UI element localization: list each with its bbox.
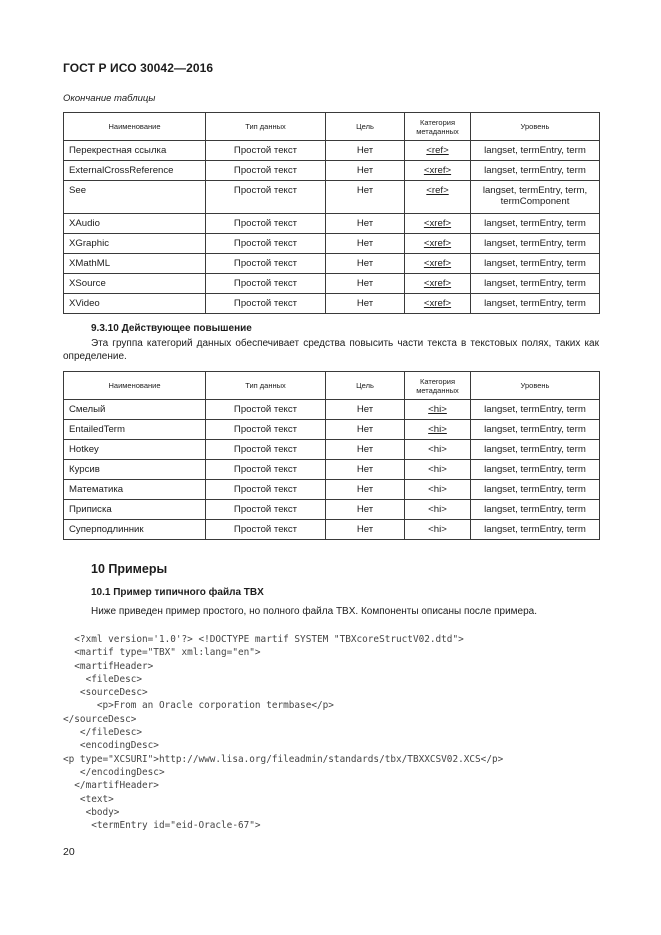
code-line: <?xml version='1.0'?> <!DOCTYPE martif SYSTEM "TBXcoreStructV02.dtd"> (63, 634, 464, 645)
table-row (64, 480, 600, 500)
cell-data-type (206, 141, 326, 161)
table-row (64, 500, 600, 520)
cell-purpose (326, 214, 405, 234)
table-row (64, 214, 600, 234)
cell-name (64, 234, 206, 254)
code-line: <martifHeader> (63, 660, 154, 672)
column-header: Тип данных (206, 372, 326, 400)
cell-level (471, 500, 600, 520)
cell-data-type-text: Простой текст (233, 238, 298, 249)
data-category-table-2 (63, 371, 600, 540)
cell-level (471, 460, 600, 480)
cell-level-text: langset, termEntry, term (484, 145, 586, 156)
column-header: Цель (326, 113, 405, 141)
table-row (64, 254, 600, 274)
cell-purpose-text: Нет (356, 464, 374, 475)
data-category-table-1 (63, 112, 600, 314)
cell-name-text: Приписка (69, 504, 112, 515)
document-header: ГОСТ Р ИСО 30042—2016 (63, 61, 214, 75)
cell-data-type-text: Простой текст (233, 484, 298, 495)
cell-purpose-text: Нет (356, 298, 374, 309)
cell-category-text: <xref> (423, 298, 452, 309)
cell-data-type (206, 480, 326, 500)
section-intro: Ниже приведен пример простого, но полного файла TBX. Компоненты описаны после примера. (91, 606, 538, 617)
table-body (64, 141, 600, 314)
cell-name-text: Суперподлинник (69, 524, 144, 535)
cell-purpose-text: Нет (356, 524, 374, 535)
cell-category-text: <hi> (428, 424, 447, 435)
code-line: <termEntry id="eid-Oracle-67"> (63, 820, 261, 832)
cell-level (471, 161, 600, 181)
cell-category (405, 480, 471, 500)
cell-name-text: XMathML (69, 258, 111, 269)
cell-purpose-text: Нет (356, 278, 374, 289)
cell-data-type-text: Простой текст (233, 218, 298, 229)
cell-level-text: langset, termEntry, term (484, 524, 586, 535)
cell-category (405, 520, 471, 540)
cell-level-text: langset, termEntry, term (484, 404, 586, 415)
cell-category (405, 234, 471, 254)
cell-purpose (326, 520, 405, 540)
cell-level (471, 520, 600, 540)
cell-data-type (206, 460, 326, 480)
column-header: Наименование (64, 372, 206, 400)
cell-name-text: XVideo (69, 298, 100, 309)
cell-level-text: langset, termEntry, term (484, 484, 586, 495)
cell-data-type (206, 440, 326, 460)
cell-category (405, 400, 471, 420)
table-header-row (64, 113, 600, 141)
cell-name (64, 181, 206, 214)
cell-category-text: <hi> (428, 524, 447, 535)
code-line: <body> (63, 806, 120, 818)
table-row (64, 460, 600, 480)
column-header: Категория метаданных (405, 372, 471, 400)
cell-data-type (206, 181, 326, 214)
column-header: Наименование (64, 113, 206, 141)
table-row (64, 520, 600, 540)
cell-category-text: <hi> (428, 504, 447, 515)
cell-data-type (206, 254, 326, 274)
cell-name-text: Математика (69, 484, 124, 495)
code-line: <encodingDesc> (63, 740, 159, 752)
cell-purpose (326, 420, 405, 440)
cell-name (64, 520, 206, 540)
cell-name-text: Курсив (69, 464, 100, 475)
cell-data-type-text: Простой текст (233, 524, 298, 535)
cell-name (64, 294, 206, 314)
cell-purpose (326, 161, 405, 181)
code-line: </martifHeader> (63, 780, 159, 792)
cell-level-text: langset, termEntry, term (484, 464, 586, 475)
cell-category-text: <hi> (428, 444, 447, 455)
cell-purpose-text: Нет (356, 218, 374, 229)
code-line: </sourceDesc> (63, 713, 137, 725)
cell-purpose-text: Нет (356, 185, 374, 196)
cell-purpose (326, 440, 405, 460)
cell-level-text: langset, termEntry, term (484, 504, 586, 515)
table-row (64, 181, 600, 214)
cell-level-text: langset, termEntry, term (484, 218, 586, 229)
table-row (64, 274, 600, 294)
cell-name-text: EntailedTerm (69, 424, 125, 435)
cell-name (64, 274, 206, 294)
cell-data-type (206, 520, 326, 540)
cell-category (405, 294, 471, 314)
cell-category (405, 214, 471, 234)
cell-data-type-text: Простой текст (233, 298, 298, 309)
code-line: <martif type="TBX" xml:lang="en"> (63, 647, 261, 659)
cell-category (405, 500, 471, 520)
cell-category (405, 440, 471, 460)
cell-data-type (206, 274, 326, 294)
cell-purpose-text: Нет (356, 484, 374, 495)
cell-data-type-text: Простой текст (233, 424, 298, 435)
cell-category (405, 420, 471, 440)
table-row (64, 234, 600, 254)
cell-name-text: XAudio (69, 218, 100, 229)
cell-name-text: See (69, 185, 87, 196)
cell-level (471, 480, 600, 500)
cell-level-text: langset, termEntry, term (484, 165, 586, 176)
cell-category (405, 274, 471, 294)
cell-purpose-text: Нет (356, 238, 374, 249)
code-line: <p type="XCSURI">http://www.lisa.org/fileadmin/standards/tbx/TBXXCSV02.XCS</p> (63, 753, 504, 765)
code-line: </encodingDesc> (63, 766, 165, 778)
cell-category (405, 181, 471, 214)
cell-data-type-text: Простой текст (233, 165, 298, 176)
cell-purpose (326, 500, 405, 520)
cell-category-text: <xref> (423, 278, 452, 289)
cell-category-text: <hi> (428, 464, 447, 475)
cell-name (64, 400, 206, 420)
cell-data-type (206, 161, 326, 181)
cell-purpose-text: Нет (356, 145, 374, 156)
cell-purpose-text: Нет (356, 165, 374, 176)
code-line: </fileDesc> (63, 727, 143, 739)
cell-level-text: langset, termEntry, term (484, 238, 586, 249)
cell-level (471, 181, 600, 214)
cell-name (64, 420, 206, 440)
cell-level-text: langset, termEntry, term (484, 258, 586, 269)
cell-name (64, 480, 206, 500)
cell-data-type-text: Простой текст (233, 464, 298, 475)
xml-code-example (0, 633, 661, 832)
code-line: <sourceDesc> (63, 687, 148, 699)
cell-data-type-text: Простой текст (233, 185, 298, 196)
cell-data-type (206, 214, 326, 234)
cell-level (471, 254, 600, 274)
cell-purpose (326, 254, 405, 274)
section-title-9-3-10: 9.3.10 Действующее повышение (91, 323, 252, 334)
cell-data-type (206, 234, 326, 254)
cell-category (405, 141, 471, 161)
cell-purpose-text: Нет (356, 504, 374, 515)
cell-name-text: XGraphic (69, 238, 109, 249)
cell-data-type (206, 294, 326, 314)
cell-category-text: <xref> (423, 258, 452, 269)
code-line: <fileDesc> (63, 673, 143, 685)
cell-purpose (326, 400, 405, 420)
cell-name-text: XSource (69, 278, 106, 289)
code-line: <text> (63, 793, 114, 805)
table-row (64, 141, 600, 161)
cell-level (471, 274, 600, 294)
cell-category-text: <xref> (423, 165, 452, 176)
table-body (64, 400, 600, 540)
cell-data-type-text: Простой текст (233, 258, 298, 269)
cell-category (405, 460, 471, 480)
code-line: <p>From an Oracle corporation termbase</p> (63, 700, 334, 712)
column-header: Уровень (471, 113, 600, 141)
cell-purpose-text: Нет (356, 424, 374, 435)
cell-level (471, 214, 600, 234)
cell-name (64, 161, 206, 181)
cell-category (405, 161, 471, 181)
section-title-10-1: 10.1 Пример типичного файла TBX (91, 587, 264, 598)
section-title-10: 10 Примеры (91, 562, 168, 576)
cell-category-text: <ref> (426, 185, 449, 196)
table-row (64, 420, 600, 440)
cell-level (471, 294, 600, 314)
cell-level (471, 420, 600, 440)
cell-category-text: <hi> (428, 404, 447, 415)
table-caption: Окончание таблицы (63, 93, 156, 104)
cell-data-type-text: Простой текст (233, 504, 298, 515)
cell-data-type-text: Простой текст (233, 404, 298, 415)
table-header-row (64, 372, 600, 400)
cell-purpose (326, 480, 405, 500)
cell-data-type-text: Простой текст (233, 278, 298, 289)
cell-level (471, 234, 600, 254)
cell-purpose (326, 294, 405, 314)
cell-purpose (326, 234, 405, 254)
cell-data-type (206, 500, 326, 520)
cell-name (64, 141, 206, 161)
cell-category-text: <xref> (423, 218, 452, 229)
cell-category-text: <xref> (423, 238, 452, 249)
column-header: Тип данных (206, 113, 326, 141)
table-row (64, 294, 600, 314)
column-header: Цель (326, 372, 405, 400)
section-paragraph: Эта группа категорий данных обеспечивает средства повысить части текста в текстовых полях, таких как определение. (63, 338, 599, 362)
cell-level-text: langset, termEntry, term (484, 278, 586, 289)
cell-level (471, 440, 600, 460)
page-number: 20 (63, 846, 75, 858)
column-header: Категория метаданных (405, 113, 471, 141)
cell-purpose (326, 274, 405, 294)
table-row (64, 400, 600, 420)
cell-data-type-text: Простой текст (233, 444, 298, 455)
cell-category-text: <hi> (428, 484, 447, 495)
cell-name-text: Hotkey (69, 444, 99, 455)
cell-category-text: <ref> (426, 145, 449, 156)
cell-purpose-text: Нет (356, 258, 374, 269)
cell-purpose-text: Нет (356, 404, 374, 415)
cell-level-text: langset, termEntry, term (484, 444, 586, 455)
cell-level-text: langset, termEntry, term (484, 298, 586, 309)
cell-name (64, 460, 206, 480)
cell-category (405, 254, 471, 274)
cell-level (471, 141, 600, 161)
cell-data-type (206, 400, 326, 420)
table-row (64, 440, 600, 460)
cell-name-text: Перекрестная ссылка (69, 145, 167, 156)
column-header: Уровень (471, 372, 600, 400)
cell-name-text: ExternalCrossReference (69, 165, 174, 176)
cell-name-text: Смелый (69, 404, 106, 415)
cell-data-type (206, 420, 326, 440)
cell-purpose-text: Нет (356, 444, 374, 455)
table-row (64, 161, 600, 181)
cell-purpose (326, 141, 405, 161)
cell-name (64, 254, 206, 274)
cell-purpose (326, 181, 405, 214)
cell-name (64, 500, 206, 520)
cell-purpose (326, 460, 405, 480)
cell-name (64, 440, 206, 460)
cell-name (64, 214, 206, 234)
cell-level (471, 400, 600, 420)
cell-level-text: langset, termEntry, term, termComponent (482, 185, 588, 207)
cell-level-text: langset, termEntry, term (484, 424, 586, 435)
cell-data-type-text: Простой текст (233, 145, 298, 156)
